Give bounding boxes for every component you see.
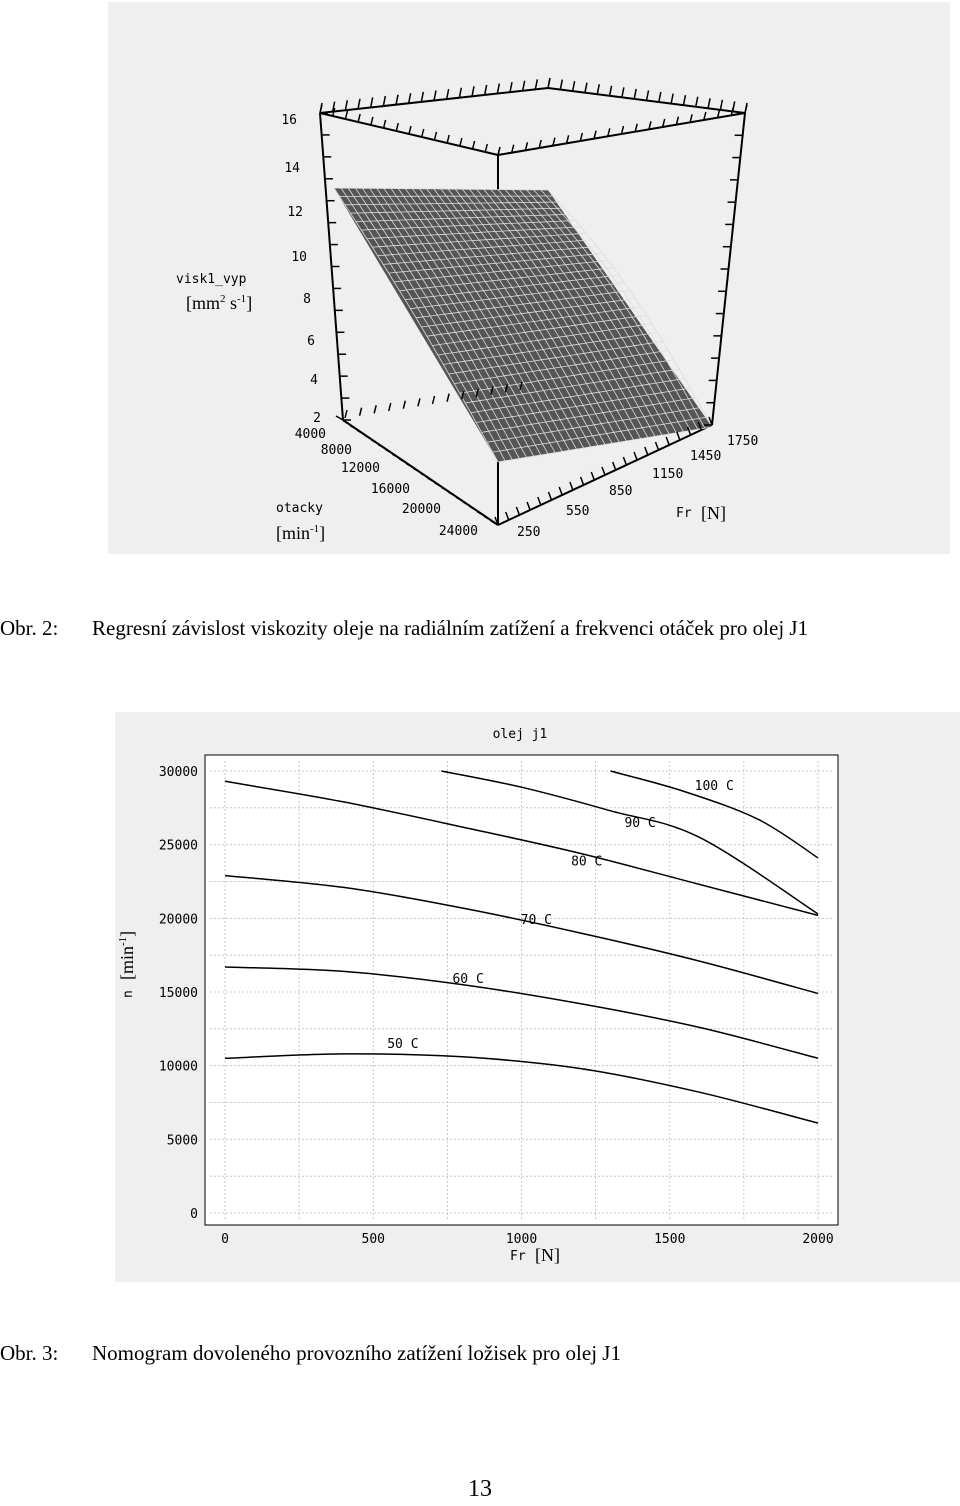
z-tick-label: 10: [291, 250, 307, 265]
chart-title: olej j1: [492, 727, 548, 742]
y-tick-label: 12000: [340, 461, 380, 476]
y-tick-label: 4000: [294, 427, 326, 442]
x-tick-label: 1150: [652, 467, 684, 482]
x-tick-label: 250: [517, 525, 541, 540]
caption-text: Regresní závislost viskozity oleje na radiálním zatížení a frekvenci otáček pro olej J1: [92, 616, 809, 640]
z-axis-label: visk1_vyp: [176, 272, 247, 287]
x-tick-label: 850: [609, 484, 633, 499]
z-tick-label: 4: [310, 373, 318, 388]
y-tick-label: 30000: [158, 765, 198, 780]
y-axis-label: n: [121, 990, 136, 998]
y-tick-label: 10000: [158, 1059, 198, 1075]
y-axis-unit: $[\min^{-1}]$: [117, 930, 137, 980]
series-label: 50 C: [387, 1036, 419, 1052]
x-axis-label: Fr: [676, 506, 692, 521]
y-tick-label: 20000: [401, 502, 441, 517]
x-tick-label: 1500: [654, 1232, 686, 1247]
z-tick-label: 12: [287, 205, 303, 220]
x-tick-label: 550: [566, 504, 590, 519]
z-tick-label: 16: [281, 113, 297, 128]
x-tick-label: 500: [361, 1232, 385, 1247]
series-label: 70 C: [520, 913, 552, 929]
x-axis-unit: [N]: [701, 503, 726, 523]
series-label: 100 C: [694, 779, 734, 795]
surface-plot-figure: [0, 0, 960, 560]
y-tick-label: 8000: [320, 443, 352, 458]
x-tick-label: 1450: [690, 449, 722, 464]
caption-label: Obr. 2:: [0, 616, 59, 640]
z-tick-label: 14: [284, 161, 300, 176]
caption-label: Obr. 3:: [0, 1341, 59, 1365]
y-tick-label: 5000: [166, 1133, 198, 1149]
z-tick-label: 8: [303, 292, 311, 307]
y-tick-label: 25000: [158, 838, 198, 854]
x-tick-label: 2000: [802, 1232, 834, 1247]
page-number: 13: [468, 1476, 492, 1502]
y-tick-label: 16000: [370, 482, 410, 497]
caption-text: Nomogram dovoleného provozního zatížení ložisek pro olej J1: [92, 1341, 621, 1365]
x-tick-label: 0: [221, 1232, 229, 1247]
z-axis-unit: [$mm^2$ $s^{-1}$]: [186, 293, 253, 313]
y-axis-unit: $[\min^{-1}]$: [276, 523, 326, 543]
y-axis-label: otacky: [276, 501, 323, 516]
x-tick-label: 1000: [505, 1232, 538, 1247]
y-tick-label: 20000: [158, 912, 198, 928]
y-tick-label: 15000: [158, 986, 198, 1001]
series-label: 90 C: [624, 815, 656, 831]
x-axis-unit: [N]: [535, 1245, 560, 1265]
x-tick-label: 1750: [727, 434, 759, 449]
z-tick-label: 2: [313, 411, 321, 426]
x-axis-label: Fr: [510, 1249, 526, 1264]
z-tick-label: 6: [307, 334, 315, 349]
y-tick-label: 24000: [438, 524, 478, 539]
series-label: 80 C: [571, 854, 603, 870]
y-tick-label: 0: [190, 1207, 198, 1222]
nomogram-chart: [0, 700, 960, 1300]
series-label: 60 C: [452, 972, 484, 988]
